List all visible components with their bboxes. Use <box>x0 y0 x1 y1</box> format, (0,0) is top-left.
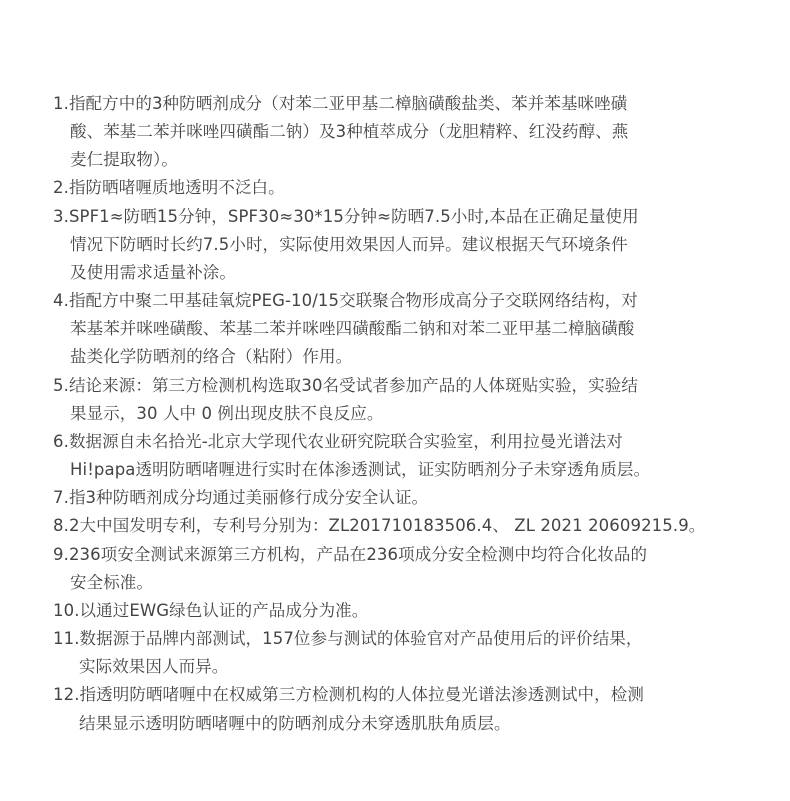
footnote-4-line-3: 盐类化学防晒剂的络合（粘附）作用。 <box>70 347 353 366</box>
footnote-10-line-1: 10.以通过EWG绿色认证的产品成分为准。 <box>53 601 369 620</box>
footnote-3-line-2: 情况下防晒时长约7.5小时，实际使用效果因人而异。建议根据天气环境条件 <box>70 235 628 254</box>
footnote-5-line-2: 果显示，30 人中 0 例出现皮肤不良反应。 <box>70 404 384 423</box>
footnote-1-line-1: 1.指配方中的3种防晒剂成分（对苯二亚甲基二樟脑磺酸盐类、苯并苯基咪唑磺 <box>53 94 628 113</box>
footnote-11-line-2: 实际效果因人而异。 <box>79 657 229 676</box>
footnote-4-line-2: 苯基苯并咪唑磺酸、苯基二苯并咪唑四磺酸酯二钠和对苯二亚甲基二樟脑磺酸 <box>70 319 635 338</box>
footnote-7-line-1: 7.指3种防晒剂成分均通过美丽修行成分安全认证。 <box>53 488 429 507</box>
footnote-12-line-2: 结果显示透明防晒啫喱中的防晒剂成分未穿透肌肤角质层。 <box>79 714 511 733</box>
footnote-9-line-1: 9.236项安全测试来源第三方机构，产品在236项成分安全检测中均符合化妆品的 <box>53 545 648 564</box>
footnote-5-line-1: 5.结论来源：第三方检测机构选取30名受试者参加产品的人体斑贴实验，实验结 <box>53 376 638 395</box>
footnote-3-line-3: 及使用需求适量补涂。 <box>70 263 236 282</box>
footnote-1-line-2: 酸、苯基二苯并咪唑四磺酯二钠）及3种植萃成分（龙胆精粹、红没药醇、燕 <box>70 122 629 141</box>
footnote-4-line-1: 4.指配方中聚二甲基硅氧烷PEG-10/15交联聚合物形成高分子交联网络结构，对 <box>53 291 638 310</box>
footnote-6-line-2: Hi!papa透明防晒啫喱进行实时在体渗透测试，证实防晒剂分子未穿透角质层。 <box>70 460 651 479</box>
footnote-1-line-3: 麦仁提取物）。 <box>70 150 178 169</box>
footnote-3-line-1: 3.SPF1≈防晒15分钟，SPF30≈30*15分钟≈防晒7.5小时,本品在正确足量使用 <box>53 207 639 226</box>
footnote-2-line-1: 2.指防晒啫喱质地透明不泛白。 <box>53 178 285 197</box>
footnote-6-line-1: 6.数据源自未名拾光-北京大学现代农业研究院联合实验室，利用拉曼光谱法对 <box>53 432 623 451</box>
footnote-8-line-1: 8.2大中国发明专利，专利号分别为：ZL201710183506.4、 ZL 2021 20609215.9。 <box>53 516 706 535</box>
footnote-12-line-1: 12.指透明防晒啫喱中在权威第三方检测机构的人体拉曼光谱法渗透测试中，检测 <box>53 685 644 704</box>
footnote-11-line-1: 11.数据源于品牌内部测试，157位参与测试的体验官对产品使用后的评价结果， <box>53 629 643 648</box>
footnote-9-line-2: 安全标准。 <box>70 573 153 592</box>
